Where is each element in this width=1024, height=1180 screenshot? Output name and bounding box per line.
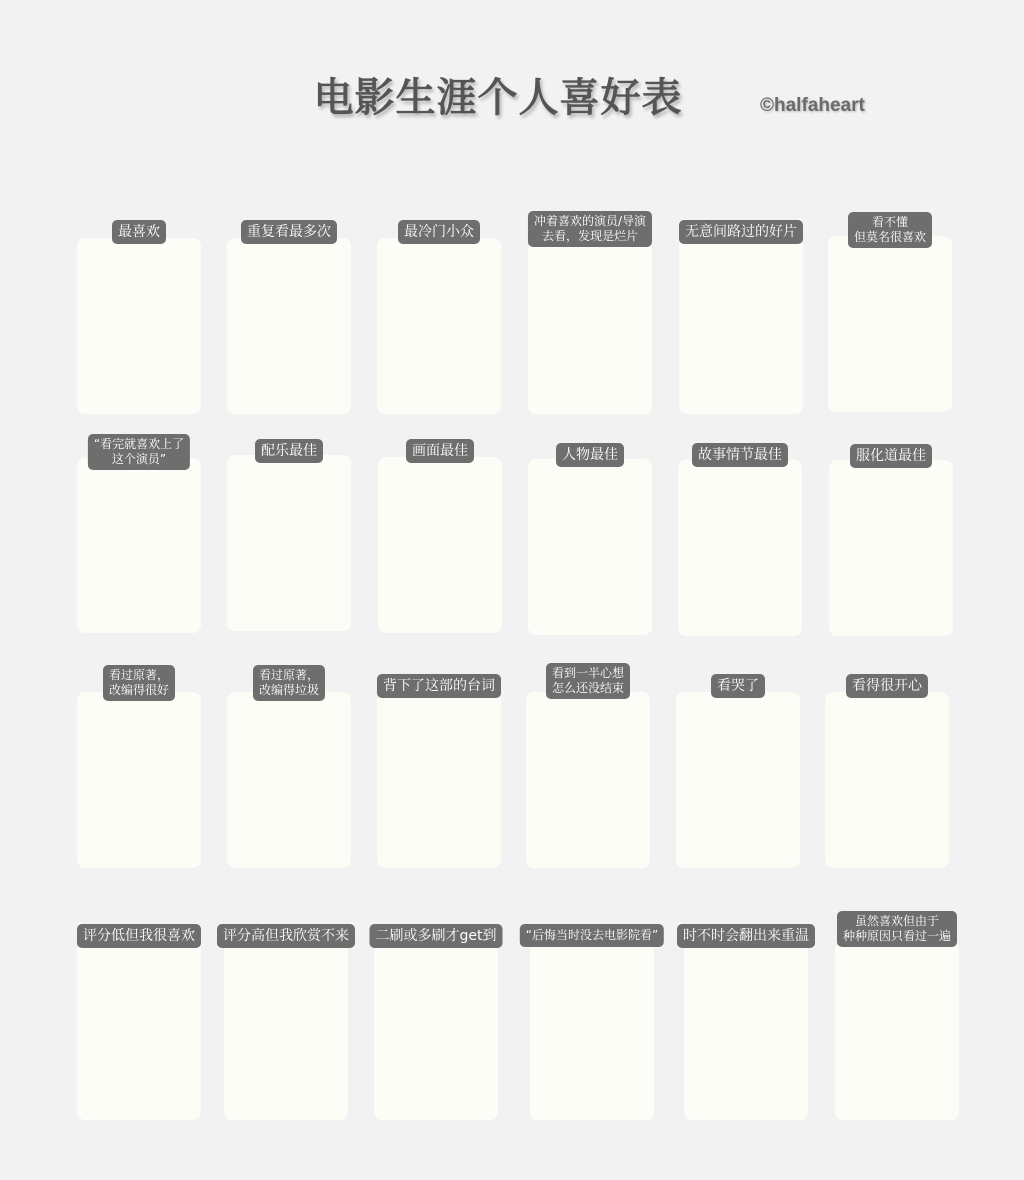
poster-slot[interactable] [835,942,959,1120]
slot-label: 看过原著， 改编得垃圾 [253,665,325,701]
slot-cell [528,211,652,414]
slot-cell [77,924,201,1120]
slot-label: 故事情节最佳 [692,443,788,467]
poster-slot[interactable] [378,457,502,633]
poster-slot[interactable] [676,692,800,868]
slot-cell [684,924,808,1120]
poster-slot[interactable] [828,236,952,412]
slot-cell [676,674,800,868]
slot-cell [828,212,952,412]
slot-cell [679,220,803,414]
slot-label: 二刷或多刷才get到 [370,924,503,948]
slot-cell [377,220,501,414]
slot-cell [525,924,659,1120]
poster-slot[interactable] [224,942,348,1120]
slot-cell [77,665,201,868]
slot-cell [77,434,201,633]
slot-cell [825,674,949,868]
poster-slot[interactable] [526,692,650,868]
slot-label: 评分高但我欣赏不来 [217,924,355,948]
poster-slot[interactable] [77,238,201,414]
slot-label: 时不时会翻出来重温 [677,924,815,948]
slot-cell [224,924,348,1120]
slot-label: 配乐最佳 [255,439,323,463]
slot-cell [526,663,650,868]
poster-slot[interactable] [528,459,652,635]
poster-slot[interactable] [528,238,652,414]
slot-label: 最冷门小众 [398,220,480,244]
slot-cell [77,220,201,414]
poster-slot[interactable] [530,942,654,1120]
slot-cell [678,443,802,636]
poster-slot[interactable] [227,238,351,414]
slot-label: 看到一半心想 怎么还没结束 [546,663,630,699]
slot-label: 重复看最多次 [241,220,337,244]
poster-slot[interactable] [374,942,498,1120]
slot-label: “后悔当时没去电影院看” [520,924,664,947]
page-title: 电影生涯个人喜好表 [313,75,683,121]
slot-cell [835,911,959,1120]
slot-label: 最喜欢 [112,220,166,244]
slot-label: 看哭了 [711,674,765,698]
poster-slot[interactable] [679,238,803,414]
slot-cell [528,443,652,635]
slot-label: 无意间路过的好片 [679,220,803,244]
slot-cell [829,444,953,636]
poster-slot[interactable] [227,455,351,631]
slot-label: 人物最佳 [556,443,624,467]
slot-cell [374,924,498,1120]
poster-slot[interactable] [829,460,953,636]
poster-slot[interactable] [227,692,351,868]
poster-slot[interactable] [678,460,802,636]
slot-label: 评分低但我很喜欢 [77,924,201,948]
slot-label: “看完就喜欢上了 这个演员” [88,434,190,470]
poster-slot[interactable] [825,692,949,868]
slot-cell [377,674,501,868]
slot-label: 背下了这部的台词 [377,674,501,698]
slot-cell [227,220,351,414]
poster-slot[interactable] [77,692,201,868]
slot-label: 虽然喜欢但由于 种种原因只看过一遍 [837,911,957,947]
slot-cell [227,439,351,631]
slot-cell [227,665,351,868]
slot-label: 服化道最佳 [850,444,932,468]
poster-slot[interactable] [77,458,201,633]
slot-label: 看得很开心 [846,674,928,698]
slot-label: 冲着喜欢的演员/导演 去看，发现是烂片 [528,211,652,247]
slot-label: 看过原著， 改编得很好 [103,665,175,701]
slot-label: 画面最佳 [406,439,474,463]
slot-label: 看不懂 但莫名很喜欢 [848,212,932,248]
poster-slot[interactable] [684,942,808,1120]
poster-slot[interactable] [77,942,201,1120]
author-credit: ©halfaheart [760,95,865,116]
slot-cell [378,439,502,633]
poster-slot[interactable] [377,238,501,414]
poster-slot[interactable] [377,692,501,868]
